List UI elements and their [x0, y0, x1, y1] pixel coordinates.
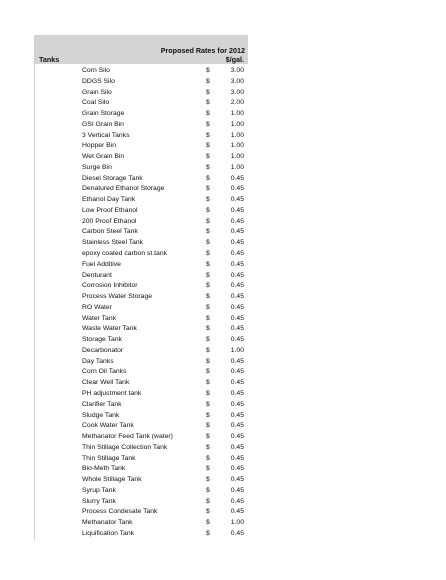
rate-value-cell: 0.45 [230, 497, 244, 505]
currency-symbol-cell: $ [206, 346, 210, 354]
tank-name-cell: Hopper Bin [82, 142, 117, 150]
table-header [35, 35, 248, 64]
table-row [35, 184, 248, 195]
currency-symbol-cell: $ [206, 454, 210, 462]
tank-name-cell: Methanator Feed Tank (water) [82, 433, 173, 441]
unit-column-header: $/gal. [225, 55, 244, 64]
rate-value-cell: 0.45 [230, 400, 244, 408]
currency-symbol-cell: $ [206, 476, 210, 484]
proposed-rates-title: Proposed Rates for 2012 [160, 46, 245, 55]
tank-name-cell: Syrup Tank [82, 486, 116, 494]
tank-name-cell: RO Water [82, 303, 112, 311]
currency-symbol-cell: $ [206, 228, 210, 236]
table-row [35, 109, 248, 120]
tank-name-cell: Fuel Additive [82, 260, 121, 268]
rate-value-cell: 0.45 [230, 454, 244, 462]
currency-symbol-cell: $ [206, 325, 210, 333]
table-row [35, 206, 248, 217]
table-row [35, 66, 248, 77]
currency-symbol-cell: $ [206, 131, 210, 139]
tank-name-cell: PH adjustment tank [82, 389, 142, 397]
currency-symbol-cell: $ [206, 529, 210, 537]
table-row [35, 77, 248, 88]
tank-name-cell: Corn Oil Tanks [82, 368, 127, 376]
table-row [35, 389, 248, 400]
tank-name-cell: epoxy coated carbon st.tank [82, 250, 168, 258]
rate-value-cell: 0.45 [230, 389, 244, 397]
rate-value-cell: 0.45 [230, 443, 244, 451]
rate-value-cell: 0.45 [230, 476, 244, 484]
currency-symbol-cell: $ [206, 217, 210, 225]
tank-name-cell: Coal Silo [82, 99, 110, 107]
currency-symbol-cell: $ [206, 110, 210, 118]
table-row [35, 260, 248, 271]
table-row [35, 411, 248, 422]
rate-value-cell: 0.45 [230, 217, 244, 225]
tank-name-cell: Low Proof Ethanol [82, 206, 138, 214]
rate-value-cell: 0.45 [230, 465, 244, 473]
currency-symbol-cell: $ [206, 519, 210, 527]
rate-value-cell: 1.00 [230, 142, 244, 150]
table-row [35, 174, 248, 185]
tank-name-cell: Clarifier Tank [82, 400, 122, 408]
tank-name-cell: Corrosion Inhibitor [82, 282, 138, 290]
currency-symbol-cell: $ [206, 486, 210, 494]
rate-value-cell: 0.45 [230, 228, 244, 236]
table-row [35, 249, 248, 260]
tank-name-cell: Water Tank [82, 314, 116, 322]
table-row [35, 227, 248, 238]
table-row [35, 357, 248, 368]
currency-symbol-cell: $ [206, 239, 210, 247]
rate-value-cell: 0.45 [230, 325, 244, 333]
rate-value-cell: 1.00 [230, 131, 244, 139]
table-row [35, 378, 248, 389]
rate-value-cell: 0.45 [230, 486, 244, 494]
table-row [35, 217, 248, 228]
table-row [35, 314, 248, 325]
table-row [35, 303, 248, 314]
table-row [35, 367, 248, 378]
rate-value-cell: 0.45 [230, 314, 244, 322]
rate-value-cell: 0.45 [230, 379, 244, 387]
currency-symbol-cell: $ [206, 411, 210, 419]
table-row [35, 238, 248, 249]
tank-name-cell: Day Tanks [82, 357, 114, 365]
tank-name-cell: 3 Vertical Tanks [82, 131, 130, 139]
table-row [35, 292, 248, 303]
tank-name-cell: Process Condesate Tank [82, 508, 158, 516]
table-row [35, 486, 248, 497]
currency-symbol-cell: $ [206, 250, 210, 258]
currency-symbol-cell: $ [206, 497, 210, 505]
rate-value-cell: 0.45 [230, 293, 244, 301]
table-row [35, 454, 248, 465]
rate-value-cell: 0.45 [230, 508, 244, 516]
rate-value-cell: 0.45 [230, 357, 244, 365]
currency-symbol-cell: $ [206, 336, 210, 344]
rate-value-cell: 3.00 [230, 88, 244, 96]
tank-name-cell: Grain Storage [82, 110, 125, 118]
tank-name-cell: DDGS Silo [82, 77, 115, 85]
tank-name-cell: Grain Silo [82, 88, 112, 96]
rate-value-cell: 3.00 [230, 77, 244, 85]
currency-symbol-cell: $ [206, 508, 210, 516]
tank-name-cell: Bio-Meth Tank [82, 465, 126, 473]
currency-symbol-cell: $ [206, 389, 210, 397]
tank-name-cell: Carbon Steel Tank [82, 228, 138, 236]
rate-value-cell: 0.45 [230, 174, 244, 182]
table-row [35, 346, 248, 357]
currency-symbol-cell: $ [206, 314, 210, 322]
tank-name-cell: Wet Grain Bin [82, 153, 125, 161]
tank-name-cell: Sludge Tank [82, 411, 120, 419]
currency-symbol-cell: $ [206, 77, 210, 85]
tank-name-cell: Clear Well Tank [82, 379, 130, 387]
table-row [35, 443, 248, 454]
currency-symbol-cell: $ [206, 422, 210, 430]
rate-value-cell: 0.45 [230, 411, 244, 419]
rate-value-cell: 1.00 [230, 519, 244, 527]
tank-name-cell: GSI Grain Bin [82, 120, 124, 128]
tank-name-cell: Denatured Ethanol Storage [82, 185, 165, 193]
currency-symbol-cell: $ [206, 67, 210, 74]
rate-value-cell: 0.45 [230, 185, 244, 193]
table-row [35, 88, 248, 99]
rate-value-cell: 0.45 [230, 422, 244, 430]
currency-symbol-cell: $ [206, 271, 210, 279]
table-row [35, 421, 248, 432]
currency-symbol-cell: $ [206, 293, 210, 301]
table-row [35, 518, 248, 529]
tank-name-cell: Whole Stillage Tank [82, 476, 142, 484]
table-row [35, 475, 248, 486]
tank-name-cell: Liquification Tank [82, 529, 135, 537]
table-row [35, 141, 248, 152]
currency-symbol-cell: $ [206, 282, 210, 290]
rate-value-cell: 0.45 [230, 368, 244, 376]
currency-symbol-cell: $ [206, 88, 210, 96]
currency-symbol-cell: $ [206, 433, 210, 441]
table-row [35, 324, 248, 335]
rate-value-cell: 2.00 [230, 99, 244, 107]
tank-rate-rows [35, 66, 248, 540]
rate-value-cell: 0.45 [230, 260, 244, 268]
tanks-column-header: Tanks [39, 55, 60, 64]
currency-symbol-cell: $ [206, 174, 210, 182]
currency-symbol-cell: $ [206, 400, 210, 408]
tank-name-cell: Stainless Steel Tank [82, 239, 144, 247]
currency-symbol-cell: $ [206, 206, 210, 214]
table-row [35, 400, 248, 411]
tank-name-cell: Surge Bin [82, 163, 112, 171]
table-row [35, 131, 248, 142]
currency-symbol-cell: $ [206, 99, 210, 107]
tank-name-cell: Methanator Tank [82, 519, 133, 527]
currency-symbol-cell: $ [206, 443, 210, 451]
rate-value-cell: 0.45 [230, 282, 244, 290]
table-row [35, 163, 248, 174]
tank-name-cell: Diesel Storage Tank [82, 174, 143, 182]
currency-symbol-cell: $ [206, 120, 210, 128]
table-row [35, 529, 248, 540]
table-row [35, 195, 248, 206]
currency-symbol-cell: $ [206, 465, 210, 473]
currency-symbol-cell: $ [206, 142, 210, 150]
rate-value-cell: 0.45 [230, 433, 244, 441]
currency-symbol-cell: $ [206, 260, 210, 268]
currency-symbol-cell: $ [206, 153, 210, 161]
table-row [35, 432, 248, 443]
rate-value-cell: 0.45 [230, 529, 244, 537]
tank-name-cell: Thin Stillage Collection Tank [82, 443, 168, 451]
tank-name-cell: 200 Proof Ethanol [82, 217, 137, 225]
rate-value-cell: 1.00 [230, 153, 244, 161]
rate-value-cell: 0.45 [230, 196, 244, 204]
table-row [35, 98, 248, 109]
tank-name-cell: Slurry Tank [82, 497, 116, 505]
table-row [35, 120, 248, 131]
rate-value-cell: 0.45 [230, 250, 244, 258]
table-row [35, 464, 248, 475]
currency-symbol-cell: $ [206, 303, 210, 311]
table-row [35, 507, 248, 518]
tank-name-cell: Cook Water Tank [82, 422, 134, 430]
tank-name-cell: Ethanol Day Tank [82, 196, 136, 204]
rate-value-cell: 1.00 [230, 120, 244, 128]
currency-symbol-cell: $ [206, 357, 210, 365]
rate-value-cell: 3.00 [230, 67, 244, 74]
rate-value-cell: 1.00 [230, 110, 244, 118]
tank-name-cell: Thin Stillage Tank [82, 454, 136, 462]
rate-value-cell: 0.45 [230, 239, 244, 247]
spreadsheet-region [34, 35, 248, 540]
rate-value-cell: 1.00 [230, 163, 244, 171]
tank-name-cell: Decarbonator [82, 346, 124, 354]
rate-value-cell: 0.45 [230, 303, 244, 311]
table-row [35, 152, 248, 163]
rate-value-cell: 0.45 [230, 206, 244, 214]
table-row [35, 281, 248, 292]
currency-symbol-cell: $ [206, 196, 210, 204]
rate-value-cell: 0.45 [230, 271, 244, 279]
rate-value-cell: 1.00 [230, 346, 244, 354]
currency-symbol-cell: $ [206, 379, 210, 387]
currency-symbol-cell: $ [206, 368, 210, 376]
rate-value-cell: 0.45 [230, 336, 244, 344]
tank-name-cell: Denturant [82, 271, 112, 279]
tank-name-cell: Corn Silo [82, 67, 110, 74]
table-row [35, 271, 248, 282]
currency-symbol-cell: $ [206, 163, 210, 171]
tank-name-cell: Waste Water Tank [82, 325, 137, 333]
tank-name-cell: Process Water Storage [82, 293, 153, 301]
table-row [35, 335, 248, 346]
table-row [35, 497, 248, 508]
tank-name-cell: Storage Tank [82, 336, 122, 344]
currency-symbol-cell: $ [206, 185, 210, 193]
